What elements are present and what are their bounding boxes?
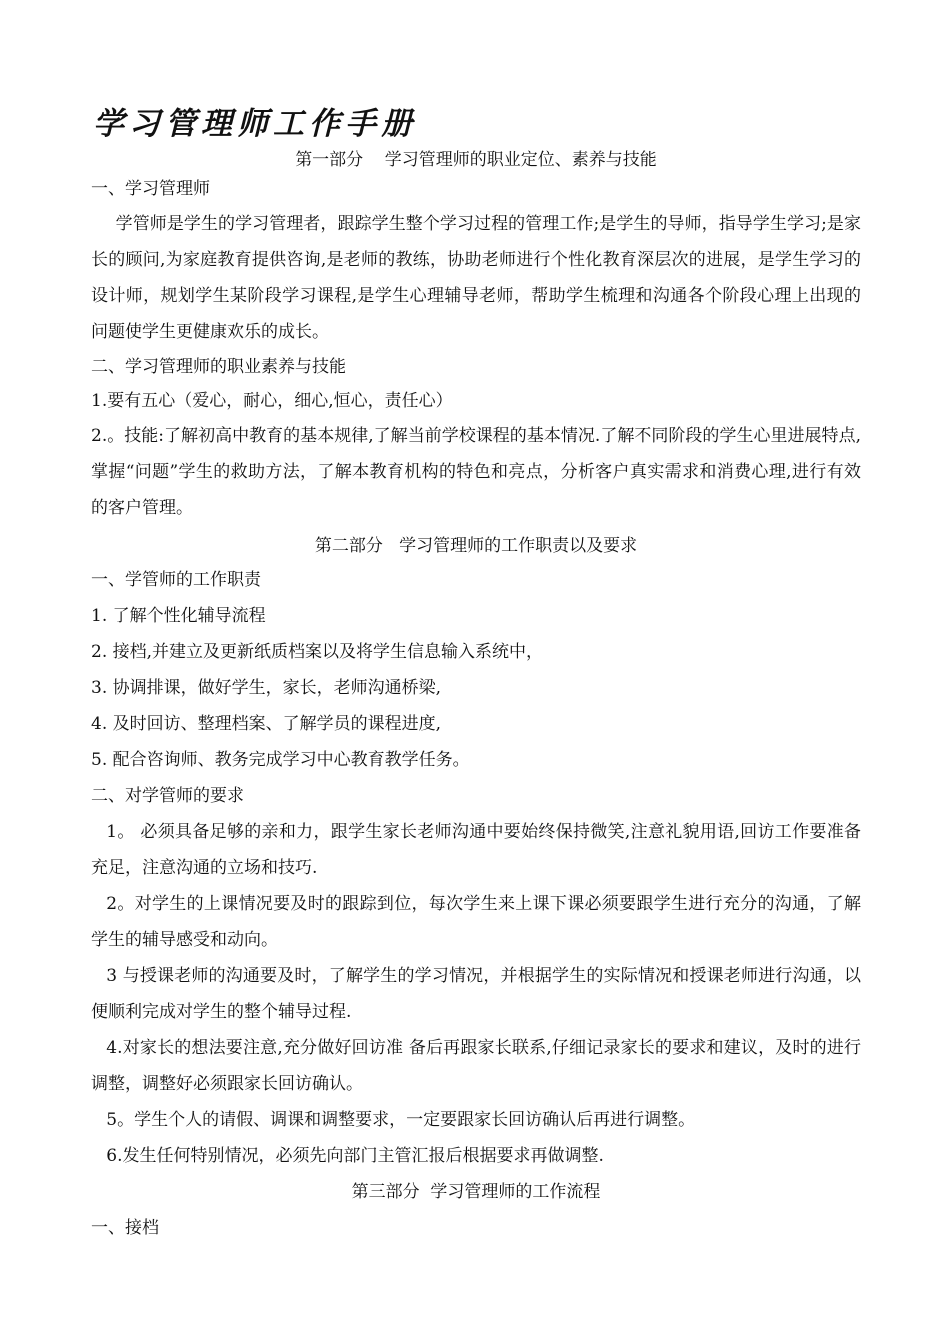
part1-section1-body: 学管师是学生的学习管理者，跟踪学生整个学习过程的管理工作;是学生的导师，指导学生学习;是家长的顾问,为家庭教育提供咨询,是老师的教练，协助老师进行个性化教育深层次的进展，是学生学习的设计师，规划学生某阶段学习课程,是学生心理辅导老师，帮助学生梳理和沟通各个阶段心理上出现的问题使学生更健康欢乐的成长。: [91, 214, 861, 342]
part2-section1-title: 一、学管师的工作职责: [91, 570, 261, 590]
duty-item: 4. 及时回访、整理档案、了解学员的课程进度,: [91, 714, 442, 734]
part1-section2-item2: 2.。技能:了解初高中教育的基本规律,了解当前学校课程的基本情况.了解不同阶段的学生心里进展特点,掌握“问题”学生的救助方法，了解本教育机构的特色和亮点，分析客户真实需求和消费心理,进行有效的客户管理。: [91, 426, 861, 518]
part3-heading: 第三部分 学习管理师的工作流程: [351, 1182, 601, 1202]
part1-section2-title: 二、学习管理师的职业素养与技能: [91, 357, 346, 377]
document-title: 学习管理师工作手册: [93, 106, 417, 142]
requirement-item: 4.对家长的想法要注意,充分做好回访准 备后再跟家长联系,仔细记录家长的要求和建议，及时的进行调整，调整好必须跟家长回访确认。: [91, 1038, 861, 1094]
part2-heading: 第二部分 学习管理师的工作职责以及要求: [314, 536, 638, 556]
part3-section1-title: 一、接档: [91, 1218, 159, 1238]
part1-section1-title: 一、学习管理师: [91, 179, 210, 199]
part2-section2-title: 二、对学管师的要求: [91, 786, 244, 806]
requirement-item: 3 与授课老师的沟通要及时，了解学生的学习情况，并根据学生的实际情况和授课老师进行沟通，以便顺利完成对学生的整个辅导过程.: [91, 966, 861, 1022]
duty-item: 2. 接档,并建立及更新纸质档案以及将学生信息输入系统中，: [91, 642, 544, 662]
requirement-item: 5。学生个人的请假、调课和调整要求，一定要跟家长回访确认后再进行调整。: [106, 1110, 696, 1130]
part1-heading: 第一部分 学习管理师的职业定位、素养与技能: [295, 150, 657, 170]
requirement-item: 1。 必须具备足够的亲和力，跟学生家长老师沟通中要始终保持微笑,注意礼貌用语,回访工作要准备充足，注意沟通的立场和技巧.: [91, 822, 861, 878]
requirement-item: 2。对学生的上课情况要及时的跟踪到位，每次学生来上课下课必须要跟学生进行充分的沟通，了解学生的辅导感受和动向。: [91, 894, 861, 950]
part1-section2-item1: 1.要有五心（爱心，耐心，细心,恒心，责任心）: [91, 391, 453, 411]
duty-item: 3. 协调排课，做好学生，家长，老师沟通桥梁,: [91, 678, 442, 698]
duty-item: 1. 了解个性化辅导流程: [91, 606, 266, 626]
duty-item: 5. 配合咨询师、教务完成学习中心教育教学任务。: [91, 750, 470, 770]
document-page: [91, 100, 861, 1246]
requirement-item: 6.发生任何特别情况，必须先向部门主管汇报后根据要求再做调整.: [106, 1146, 604, 1166]
